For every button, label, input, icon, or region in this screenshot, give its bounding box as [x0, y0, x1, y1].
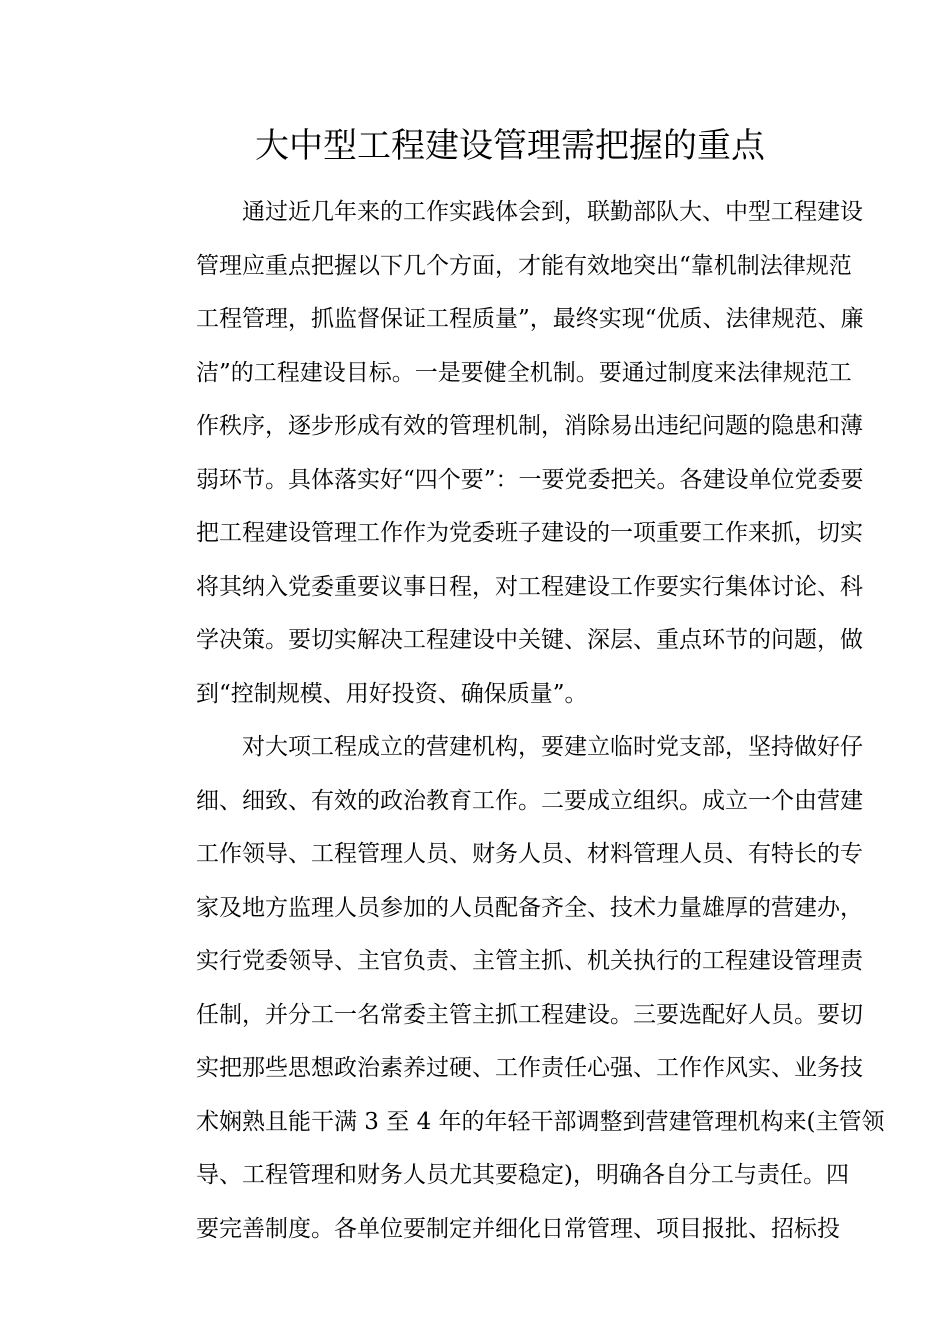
text-line: 学决策。要切实解决工程建设中关键、深层、重点环节的问题，做	[196, 627, 863, 653]
text-line: 实行党委领导、主官负责、主管主抓、机关执行的工程建设管理责	[196, 948, 863, 974]
paragraph-2	[150, 721, 885, 1256]
text-line: 把工程建设管理工作作为党委班子建设的一项重要工作来抓，切实	[196, 520, 863, 546]
text-line: 洁”的工程建设目标。一是要健全机制。要通过制度来法律规范工	[196, 359, 852, 386]
text-line: 通过近几年来的工作实践体会到，联勤部队大、中型工程建设	[242, 199, 863, 225]
paragraph-1	[150, 186, 864, 721]
text-line: 导、工程管理和财务人员尤其要稳定)，明确各自分工与责任。四	[196, 1162, 849, 1188]
text-line: 家及地方监理人员参加的人员配备齐全、技术力量雄厚的营建办，	[196, 894, 863, 921]
text-line: 术娴熟且能干满 3 至 4 年的年轻干部调整到营建管理机构来(主管领	[196, 1108, 885, 1135]
text-line: 到“控制规模、用好投资、确保质量”。	[196, 680, 588, 707]
text-line: 实把那些思想政治素养过硬、工作责任心强、工作作风实、业务技	[196, 1055, 863, 1081]
text-line: 要完善制度。各单位要制定并细化日常管理、项目报批、招标投	[196, 1215, 840, 1242]
text-line: 工作领导、工程管理人员、财务人员、材料管理人员、有特长的专	[196, 841, 863, 867]
text-line: 工程管理，抓监督保证工程质量”，最终实现“优质、法律规范、廉	[196, 306, 864, 332]
text-line: 作秩序，逐步形成有效的管理机制，消除易出违纪问题的隐患和薄	[196, 413, 863, 439]
document-body	[150, 186, 885, 1256]
document-title: 大中型工程建设管理需把握的重点	[255, 126, 765, 166]
text-line: 对大项工程成立的营建机构，要建立临时党支部，坚持做好仔	[242, 734, 863, 760]
text-line: 任制，并分工一名常委主管主抓工程建设。三要选配好人员。要切	[196, 1001, 863, 1028]
text-line: 管理应重点把握以下几个方面，才能有效地突出“靠机制法律规范	[196, 252, 852, 279]
text-line: 将其纳入党委重要议事日程，对工程建设工作要实行集体讨论、科	[196, 573, 863, 600]
text-line: 弱环节。具体落实好“四个要”：一要党委把关。各建设单位党委要	[196, 466, 864, 493]
text-line: 细、细致、有效的政治教育工作。二要成立组织。成立一个由营建	[196, 787, 863, 814]
